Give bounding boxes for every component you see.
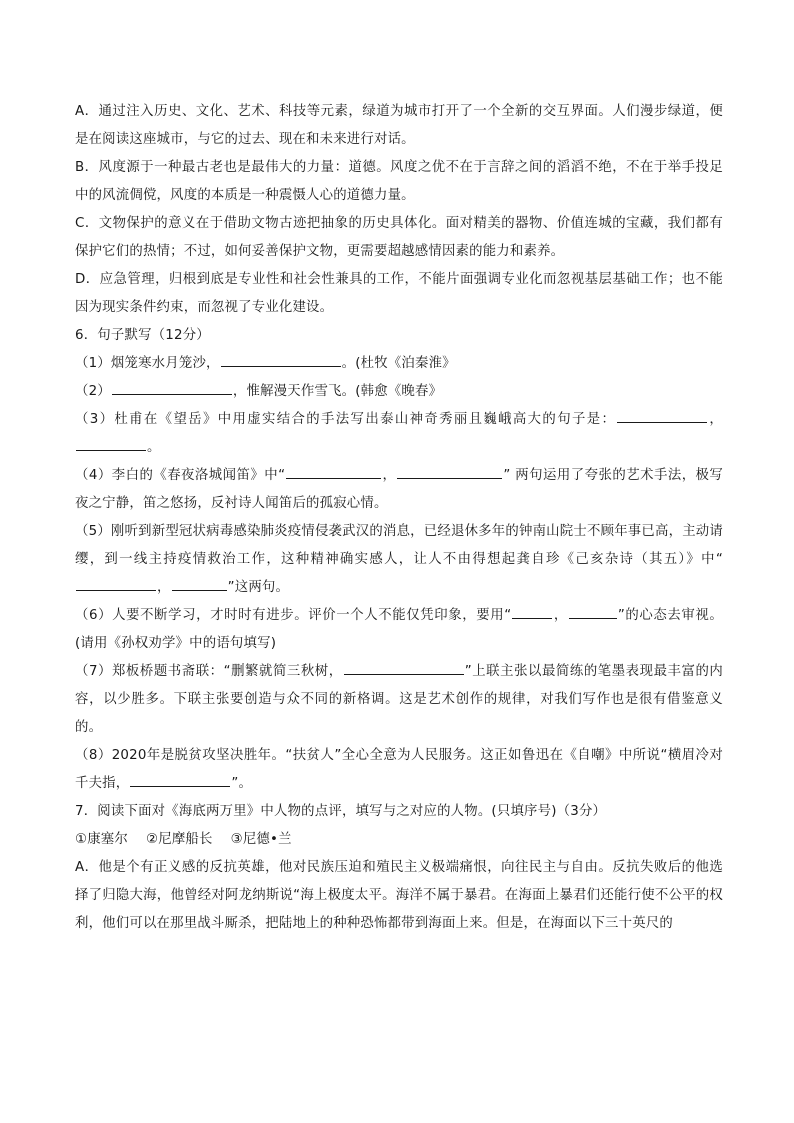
text-segment: （6）人要不断学习，才时时有进步。评价一个人不能仅凭印象，要用“ xyxy=(75,608,512,623)
q6-item-8 xyxy=(75,742,723,798)
q6-item-3 xyxy=(75,406,723,462)
text-segment: ”。 xyxy=(231,776,253,791)
text-segment: ， xyxy=(157,580,171,595)
answer-blank[interactable] xyxy=(76,575,156,591)
option-d-q5: D．应急管理，归根到底是专业性和社会性兼具的工作，不能片面强调专业化而忽视基层基础工作；也不能因为现实条件约束，而忽视了专业化建设。 xyxy=(75,272,723,315)
answer-blank[interactable] xyxy=(286,463,381,479)
answer-blank[interactable] xyxy=(344,659,464,675)
answer-blank[interactable] xyxy=(397,463,502,479)
q7-options: ①康塞尔 ②尼摩船长 ③尼德•兰 xyxy=(75,832,292,847)
option-b-q5: B．风度源于一种最古老也是最伟大的力量：道德。风度之优不在于言辞之间的滔滔不绝，不在于举手投足中的风流倜傥，风度的本质是一种震慑人心的道德力量。 xyxy=(75,160,723,203)
text-segment: （8）2020年是脱贫攻坚决胜年。“扶贫人”全心全意为人民服务。这正如鲁迅在《自嘲》中所说“横眉冷对千夫指， xyxy=(75,748,723,791)
answer-blank[interactable] xyxy=(76,435,146,451)
q6-item-2 xyxy=(75,378,723,406)
question-6-title: 6．句子默写（12分） xyxy=(75,328,210,343)
answer-blank[interactable] xyxy=(569,603,617,619)
answer-blank[interactable] xyxy=(172,575,227,591)
text-segment: ”这两句。 xyxy=(227,580,290,595)
answer-blank[interactable] xyxy=(617,407,707,423)
q6-item-6 xyxy=(75,602,723,658)
answer-blank[interactable] xyxy=(512,603,552,619)
text-segment: ， xyxy=(708,412,723,427)
question-7-title: 7．阅读下面对《海底两万里》中人物的点评，填写与之对应的人物。(只填序号)（3分） xyxy=(75,804,607,819)
q6-item-4 xyxy=(75,462,723,518)
text-segment: ” 两句运用了夸张的艺术手法，极写夜之宁静，笛之悠扬，反衬诗人闻笛后的孤寂心情。 xyxy=(75,468,724,511)
text-segment: （1）烟笼寒水月笼沙， xyxy=(75,356,220,371)
option-a-q5: A．通过注入历史、文化、艺术、科技等元素，绿道为城市打开了一个全新的交互界面。人们漫步绿道，便是在阅读这座城市，与它的过去、现在和未来进行对话。 xyxy=(75,104,723,147)
text-segment: （7）郑板桥题书斋联：“删繁就简三秋树， xyxy=(75,664,343,679)
answer-blank[interactable] xyxy=(221,351,341,367)
text-segment: 。(杜牧《泊秦淮》 xyxy=(341,356,456,371)
q6-item-7 xyxy=(75,658,723,742)
text-segment: ， xyxy=(382,468,397,483)
text-segment: ，惟解漫天作雪飞。(韩愈《晚春》 xyxy=(232,384,443,399)
q7-item-a: A．他是个有正义感的反抗英雄，他对民族压迫和殖民主义极端痛恨，向往民主与自由。反抗失败后的他选择了归隐大海，他曾经对阿龙纳斯说“海上极度太平。海洋不属于暴君。在海面上暴君们还能行使不公平的权利，他们可以在那里战斗厮杀，把陆地上的种种恐怖都带到海面上来。但是，在海面以下三十英尺的 xyxy=(75,860,723,931)
text-segment: （4）李白的《春夜洛城闻笛》中“ xyxy=(75,468,286,483)
text-segment: ”的心态去审视。(请用《孙权劝学》中的语句填写) xyxy=(75,608,723,651)
text-segment: ， xyxy=(553,608,568,623)
q6-item-1 xyxy=(75,350,723,378)
option-c-q5: C．文物保护的意义在于借助文物古迹把抽象的历史具体化。面对精美的器物、价值连城的宝藏，我们都有保护它们的热情；不过，如何妥善保护文物，更需要超越感情因素的能力和素养。 xyxy=(75,216,723,259)
q6-item-5 xyxy=(75,518,723,602)
page-content xyxy=(75,98,723,938)
text-segment: （3）杜甫在《望岳》中用虚实结合的手法写出泰山神奇秀丽且巍峨高大的句子是： xyxy=(75,412,617,427)
text-segment: ”上联主张以最简练的笔墨表现最丰富的内容，以少胜多。下联主张要创造与众不同的新格调。这是艺术创作的规律，对我们写作也是很有借鉴意义的。 xyxy=(75,664,723,735)
text-segment: 。 xyxy=(147,440,161,455)
answer-blank[interactable] xyxy=(130,771,230,787)
text-segment: （2） xyxy=(75,384,111,399)
text-segment: （5）刚听到新型冠状病毒感染肺炎疫情侵袭武汉的消息，已经退休多年的钟南山院士不顾年事已高，主动请缨，到一线主持疫情救治工作，这种精神确实感人，让人不由得想起龚自珍《己亥杂诗（其五）》中“ xyxy=(75,524,723,567)
answer-blank[interactable] xyxy=(112,379,232,395)
